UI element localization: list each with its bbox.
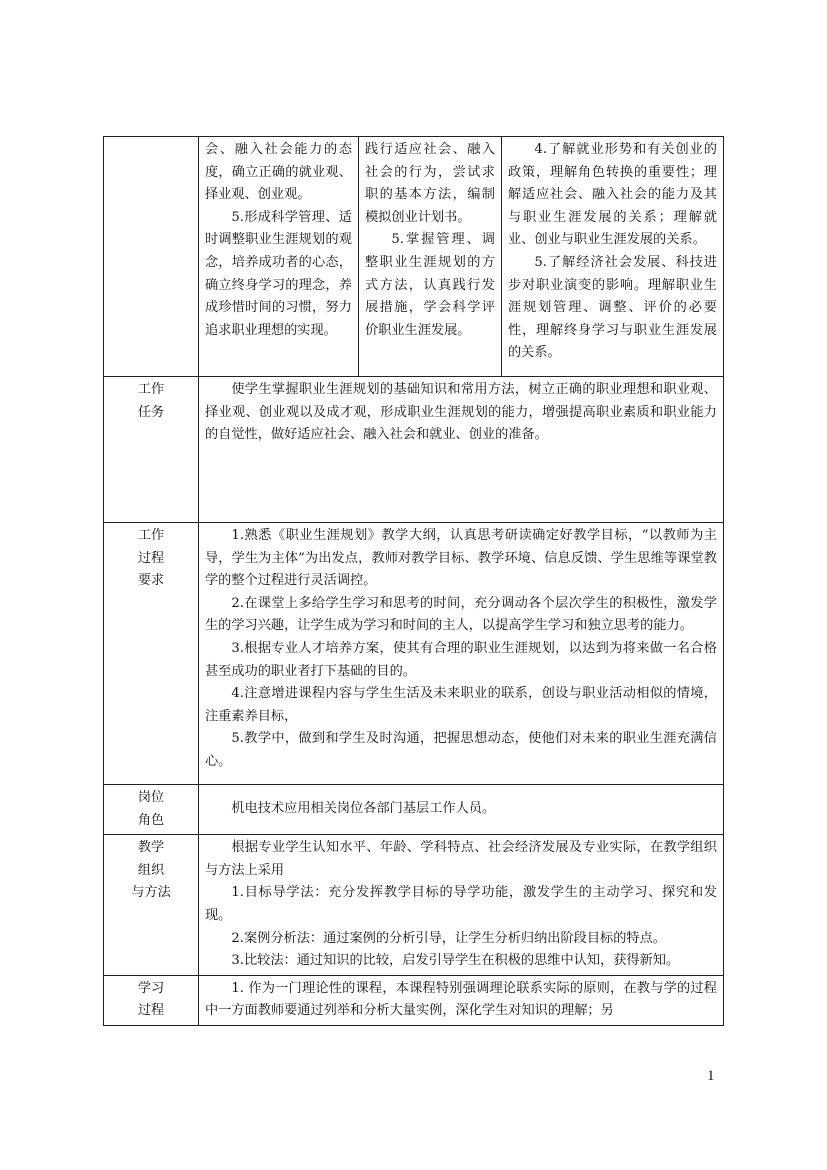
objective-text: 践行适应社会、融入社会的行为，尝试求职的基本方法，编制模拟创业计划书。 [365,142,495,225]
objectives-col-1 [199,137,359,377]
teaching-method-content [199,835,724,976]
objectives-col-2 [359,137,502,377]
method-item: 3.比较法：通过知识的比较，启发引导学生在积极的思维中认知，获得新知。 [231,953,680,969]
course-table [103,136,724,1026]
page-number: 1 [707,1068,715,1084]
requirement-item: 1.熟悉《职业生涯规划》教学大纲，认真思考研读确定好教学目标，“以教师为主导，学生为主体”为出发点，教师对教学目标、教学环境、信息反馈、学生思维等课堂教学的整个过程进行灵活调控。 [205,528,717,589]
work-task-label: 工作 任务 [104,377,199,523]
objective-text: 4.了解就业形势和有关创业的政策，理解角色转换的重要性；理解适应社会、融入社会的能力及其与职业生涯发展的关系；理解就业、创业与职业生涯发展的关系。 [508,142,717,248]
learning-process-label: 学习 过程 [104,975,199,1025]
objectives-row [104,137,724,377]
position-role-label: 岗位 角色 [104,785,199,835]
position-role-content [199,785,724,835]
learning-process-text: 1. 作为一门理论性的课程，本课程特别强调理论联系实际的原则，在教与学的过程中一方面教师要通过列举和分析大量实例，深化学生对知识的理解；另 [205,980,717,1019]
objective-text: 5.了解经济社会发展、科技进步对职业演变的影响。理解职业生涯规划管理、调整、评价的必要性，理解终身学习与职业生涯发展的关系。 [508,254,717,361]
requirement-item: 3.根据专业人才培养方案，使其有合理的职业生涯规划，以达到为将来做一名合格甚至成功的职业者打下基础的目的。 [205,640,717,679]
work-process-row [104,523,724,785]
requirement-item: 5.教学中，做到和学生及时沟通，把握思想动态，使他们对未来的职业生涯充满信心。 [205,731,717,769]
requirement-item: 4.注意增进课程内容与学生生活及未来职业的联系，创设与职业活动相似的情境，注重素养目标， [205,686,717,724]
objectives-col-3 [502,137,724,377]
work-task-text: 使学生掌握职业生涯规划的基础知识和常用方法，树立正确的职业理想和职业观、择业观、创业观以及成才观，形成职业生涯规划的能力，增强提高职业素质和职业能力的自觉性，做好适应社会、融入社会和就业、创业的准备。 [205,382,717,443]
teaching-method-row [104,835,724,976]
requirement-item: 2.在课堂上多给学生学习和思考的时间，充分调动各个层次学生的积极性，激发学生的学习兴趣，让学生成为学习和时间的主人，以提高学生学习和独立思考的能力。 [205,595,717,634]
position-role-text: 机电技术应用相关岗位各部门基层工作人员。 [231,801,496,817]
teaching-method-label: 教学 组织 与方法 [104,835,199,976]
method-item: 根据专业学生认知水平、年龄、学科特点、社会经济发展及专业实际，在教学组织与方法上采用 [205,840,717,878]
method-item: 1.目标导学法：充分发挥教学目标的导学功能，激发学生的主动学习、探究和发现。 [205,885,717,923]
objectives-label-cell [104,137,199,377]
objective-text: 5.形成科学管理、适时调整职业生涯规划的观念，培养成功者的心态，确立终身学习的理念，养成珍惜时间的习惯，努力追求职业理想的实现。 [205,209,352,338]
objective-text: 会、融入社会能力的态度，确立正确的就业观、择业观、创业观。 [205,142,352,203]
work-task-row [104,377,724,523]
learning-process-content [199,975,724,1025]
work-process-label: 工作 过程 要求 [104,523,199,785]
objective-text: 5.掌握管理、调整职业生涯规划的方式方法，认真践行发展措施，学会科学评价职业生涯发展。 [365,232,495,338]
learning-process-row [104,975,724,1025]
work-task-content [199,377,724,523]
position-role-row [104,785,724,835]
method-item: 2.案例分析法：通过案例的分析引导，让学生分析归纳出阶段目标的特点。 [231,930,666,946]
work-process-content [199,523,724,785]
